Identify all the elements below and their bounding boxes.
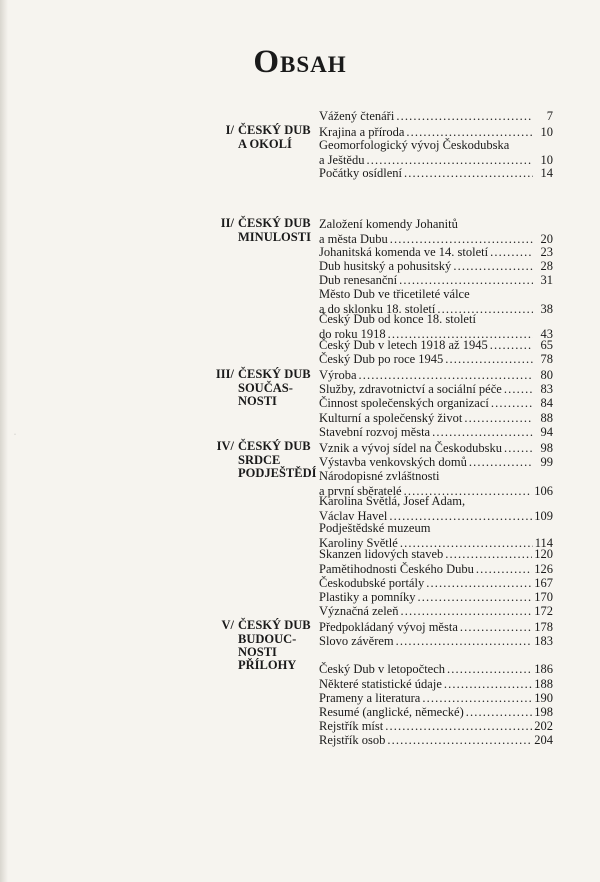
toc-entry[interactable]: Skanzen lidových staveb . . . 120: [319, 547, 553, 562]
section-2-name-line1: ČESKÝ DUB: [238, 216, 311, 230]
section-3-name-line2: SOUČAS-: [238, 380, 293, 395]
section-4-name-line2: SRDCE: [238, 452, 281, 467]
toc-entry[interactable]: Karolina Světlá, Josef Adam, Václav Havel . . . 109: [319, 494, 553, 523]
toc-entry[interactable]: Význačná zeleň . . . 172: [319, 604, 553, 619]
toc-entry[interactable]: Johanitská komenda ve 14. století . . . 23: [319, 245, 553, 260]
section-4-number: IV/: [216, 439, 234, 453]
toc-entry[interactable]: Kulturní a společenský život . . . 88: [319, 411, 553, 426]
section-5-name-line2: BUDOUC-: [238, 631, 297, 646]
toc-entry[interactable]: Dub husitský a pohusitský . . . 28: [319, 259, 553, 274]
section-2-name-line2: MINULOSTI: [238, 229, 311, 244]
section-1-name-line2: A OKOLÍ: [238, 136, 292, 151]
toc-entry[interactable]: Krajina a příroda . . . 10: [319, 125, 553, 140]
section-1-name-line1: ČESKÝ DUB: [238, 123, 311, 137]
paper-speck: ·: [14, 432, 16, 438]
toc-entry[interactable]: Činnost společenských organizací . . . 84: [319, 396, 553, 411]
section-4-name-line1: ČESKÝ DUB: [238, 439, 311, 453]
section-5-number: V/: [221, 618, 234, 632]
section-appendix-name: PŘÍLOHY: [238, 658, 297, 672]
toc-entry[interactable]: Pamětihodnosti Českého Dubu . . . 126: [319, 562, 553, 577]
section-3-heading: [200, 368, 318, 409]
toc-entry[interactable]: Národopisné zvláštnosti a první sběratelé . . . 106: [319, 469, 553, 498]
section-2-heading: [200, 217, 318, 244]
toc-entry[interactable]: Prameny a literatura . . . 190: [319, 691, 553, 706]
section-5-name-line1: ČESKÝ DUB: [238, 618, 311, 632]
toc-entry[interactable]: Vznik a vývoj sídel na Českodubsku . . . 98: [319, 441, 553, 456]
section-4-name-line3: PODJEŠTĚDÍ: [238, 466, 317, 480]
section-3-number: III/: [215, 367, 234, 381]
section-5-name-line3: NOSTI: [238, 645, 277, 659]
section-4-heading: [200, 440, 318, 481]
toc-entry[interactable]: Rejstřík osob . . . 204: [319, 733, 553, 748]
section-1-number: I/: [225, 123, 234, 137]
toc-entry[interactable]: Rejstřík míst . . . 202: [319, 719, 553, 734]
toc-entry[interactable]: Výstavba venkovských domů . . . 99: [319, 455, 553, 470]
page-edge-shadow: [0, 0, 8, 882]
page-title: Obsah: [253, 44, 347, 80]
section-1-heading: [200, 124, 318, 151]
toc-entry[interactable]: Stavební rozvoj města . . . 94: [319, 425, 553, 440]
toc-entry[interactable]: Počátky osídlení . . . 14: [319, 166, 553, 181]
section-3-name-line1: ČESKÝ DUB: [238, 367, 311, 381]
toc-entry[interactable]: Resumé (anglické, německé) . . . 198: [319, 705, 553, 720]
toc-entry[interactable]: Město Dub ve třicetileté válce a do sklonku 18. století . . . 38: [319, 287, 553, 316]
toc-entry[interactable]: Založení komendy Johanitů a města Dubu . . . 20: [319, 217, 553, 246]
toc-entry[interactable]: Výroba . . . 80: [319, 368, 553, 383]
toc-entry[interactable]: Dub renesanční . . . 31: [319, 273, 553, 288]
toc-entry[interactable]: Geomorfologický vývoj Českodubska a Ještědu . . . 10: [319, 138, 553, 167]
toc-entry[interactable]: Český Dub v letech 1918 až 1945 . . . 65: [319, 338, 553, 353]
section-2-number: II/: [220, 216, 234, 230]
toc-entry[interactable]: Českodubské portály . . . 167: [319, 576, 553, 591]
toc-entry[interactable]: Předpokládaný vývoj města . . . 178: [319, 620, 553, 635]
toc-entry[interactable]: Některé statistické údaje . . . 188: [319, 677, 553, 692]
toc-entry[interactable]: Podještědské muzeum Karoliny Světlé . . . 114: [319, 521, 553, 550]
toc-entry[interactable]: Slovo závěrem . . . 183: [319, 634, 553, 649]
toc-entry[interactable]: Český Dub po roce 1945 . . . 78: [319, 352, 553, 367]
section-5-heading: [200, 619, 318, 660]
toc-entry[interactable]: Služby, zdravotnictví a sociální péče . . . 83: [319, 382, 553, 397]
section-3-name-line3: NOSTI: [238, 394, 277, 408]
toc-entry[interactable]: Vážený čtenáři . . . 7: [319, 109, 553, 124]
section-appendix-heading: [200, 659, 318, 673]
toc-entry[interactable]: Plastiky a pomníky . . . 170: [319, 590, 553, 605]
toc-entry[interactable]: Český Dub v letopočtech . . . 186: [319, 662, 553, 677]
toc-entry[interactable]: Český Dub od konce 18. století do roku 1918 . . . 43: [319, 312, 553, 341]
